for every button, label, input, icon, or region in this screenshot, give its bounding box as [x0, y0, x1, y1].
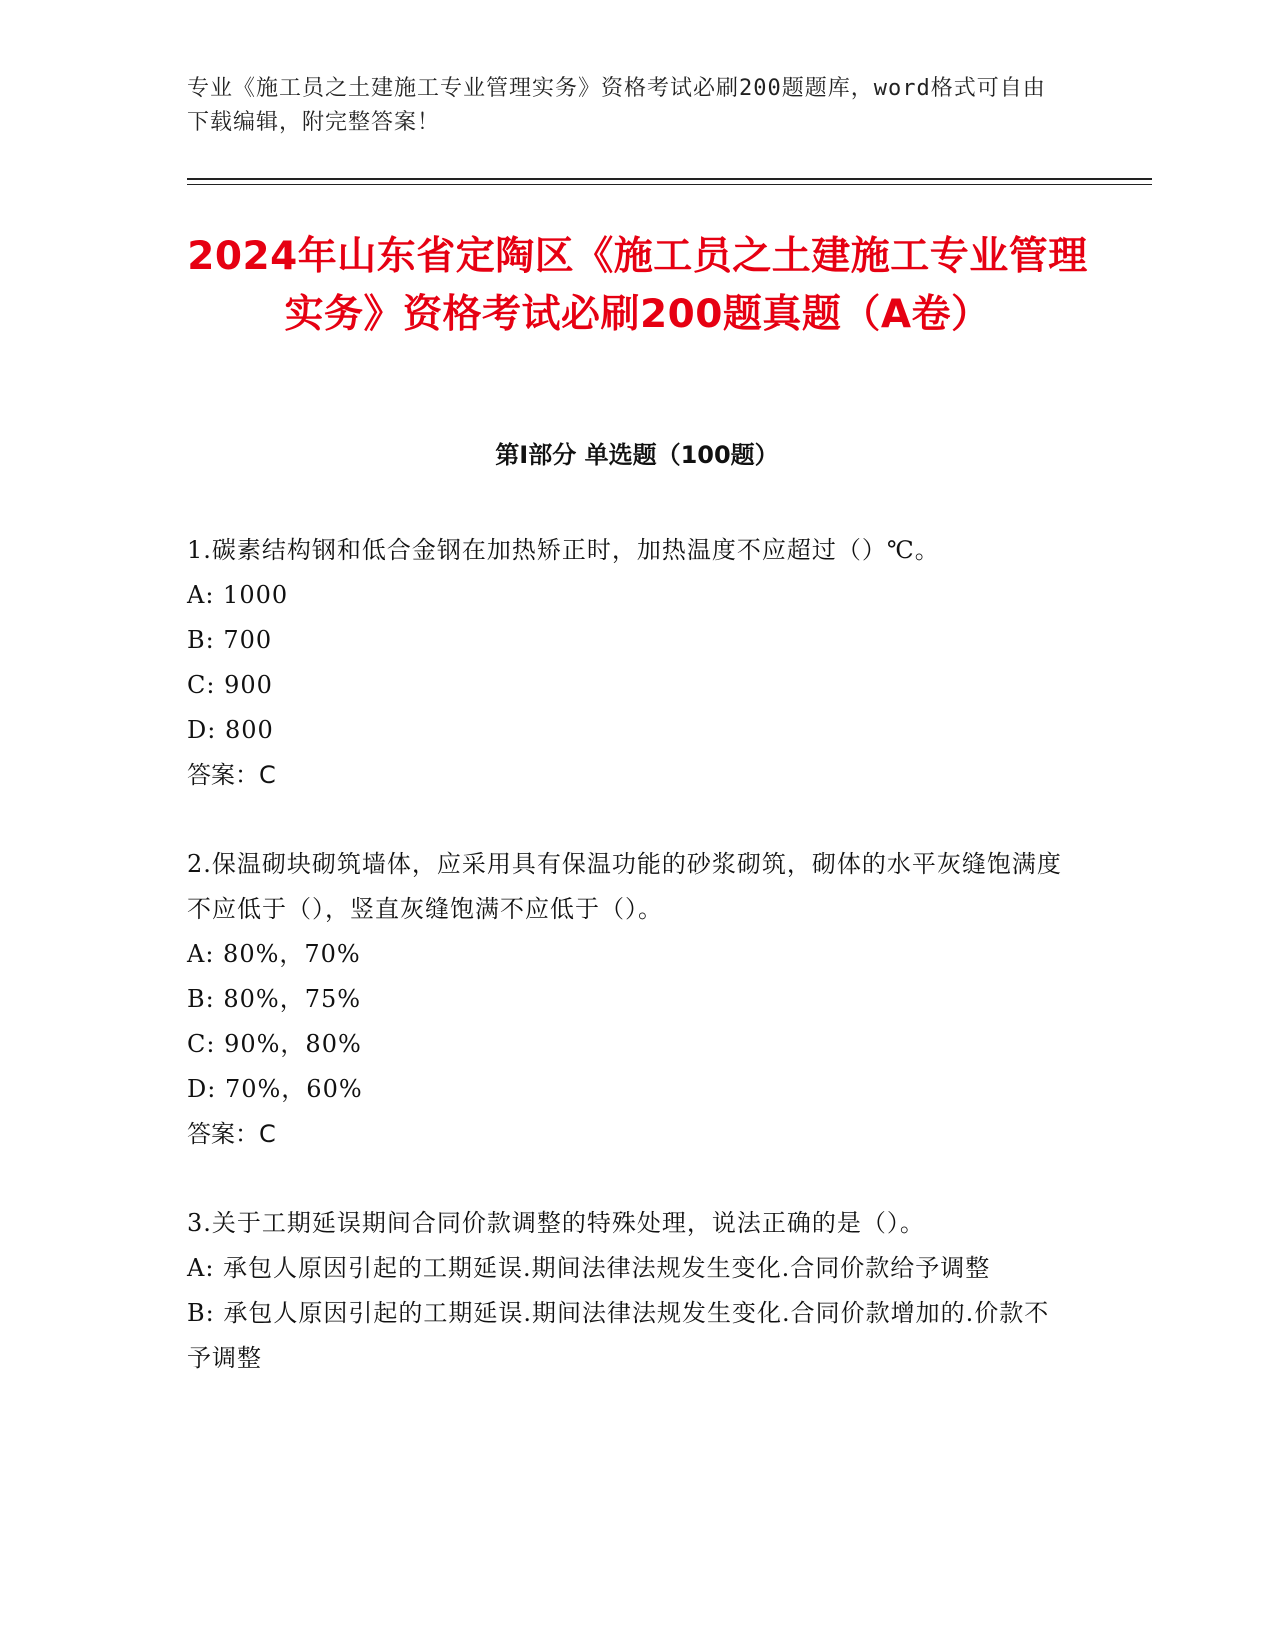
question-list	[187, 528, 1067, 1425]
question-stem: 1.碳素结构钢和低合金钢在加热矫正时，加热温度不应超过（）℃。	[187, 536, 940, 564]
answer: 答案：C	[187, 1120, 276, 1148]
option-d: D: 800	[187, 716, 274, 744]
option-a: A: 80%，70%	[187, 940, 361, 968]
option-d: D: 70%，60%	[187, 1075, 363, 1103]
question-stem: 3.关于工期延误期间合同价款调整的特殊处理，说法正确的是（）。	[187, 1209, 925, 1237]
question-stem: 2.保温砌块砌筑墙体，应采用具有保温功能的砂浆砌筑，砌体的水平灰缝饱满度不应低于（），竖直灰缝饱满不应低于（）。	[187, 850, 1062, 923]
question-3	[187, 1201, 1067, 1381]
header-rule-thin	[187, 184, 1152, 185]
option-a: A: 承包人原因引起的工期延误.期间法律法规发生变化.合同价款给予调整	[187, 1254, 991, 1282]
document-title: 2024年山东省定陶区《施工员之土建施工专业管理实务》资格考试必刷200题真题（A卷）	[187, 234, 1088, 337]
question-2	[187, 842, 1067, 1157]
option-b: B: 700	[187, 626, 273, 654]
option-b: B: 80%，75%	[187, 985, 362, 1013]
answer: 答案：C	[187, 761, 276, 789]
option-b: B: 承包人原因引起的工期延误.期间法律法规发生变化.合同价款增加的.价款不予调整	[187, 1299, 1050, 1372]
option-c: C: 90%，80%	[187, 1030, 362, 1058]
question-1	[187, 528, 1067, 798]
header-rule-thick	[187, 178, 1152, 180]
option-a: A: 1000	[187, 581, 289, 609]
option-c: C: 900	[187, 671, 273, 699]
header-note: 专业《施工员之土建施工专业管理实务》资格考试必刷200题题库，word格式可自由下载编辑，附完整答案！	[187, 76, 1046, 135]
section-title: 第Ⅰ部分 单选题（100题）	[495, 441, 779, 469]
